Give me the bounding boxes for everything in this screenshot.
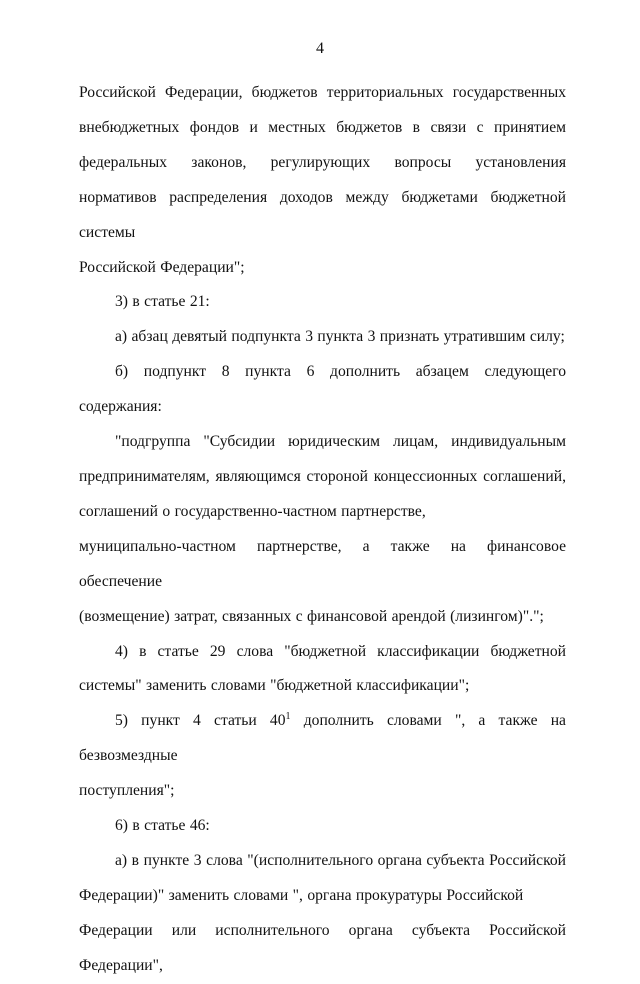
superscript-number: 1 xyxy=(285,711,291,723)
paragraph-quoted-text-line: муниципально-частном партнерстве, а также на финансовое обеспечение xyxy=(79,537,566,590)
page-number: 4 xyxy=(316,40,324,57)
paragraph-item-5 xyxy=(79,704,566,774)
paragraph-item-5-end: поступления"; xyxy=(79,782,175,800)
paragraph-quoted-text: "подгруппа "Субсидии юридическим лицам, индивидуальным предпринимателям, являющимся стороной концессионных соглашений, соглашений о государственно-частном партнерстве, xyxy=(79,433,566,520)
paragraph-item-6: 6) в статье 46: xyxy=(115,817,210,835)
paragraph-item-4-end: системы" заменить словами "бюджетной классификации"; xyxy=(79,677,470,695)
paragraph-item-4: 4) в статье 29 слова "бюджетной классификации бюджетной xyxy=(115,642,566,660)
paragraph-item-3: 3) в статье 21: xyxy=(115,293,210,311)
paragraph-item-6a-end: Федерации или исполнительного органа субъекта Российской Федерации", xyxy=(79,921,566,974)
paragraph-item-3a: а) абзац девятый подпункта 3 пункта 3 признать утратившим силу; xyxy=(115,328,565,346)
paragraph-item-5-text-a: 5) пункт 4 статьи 40 xyxy=(115,712,286,730)
paragraph-item-5-text-b: дополнить словами ", а также на безвозмездные xyxy=(79,712,566,765)
paragraph-item-3b: б) подпункт 8 пункта 6 дополнить абзацем следующего содержания: xyxy=(79,363,566,416)
paragraph-item-6a: а) в пункте 3 слова "(исполнительного органа субъекта Российской Федерации)" заменить словами ", органа прокуратуры Российской xyxy=(79,851,566,904)
paragraph-quoted-text-end: (возмещение) затрат, связанных с финансовой арендой (лизингом)"."; xyxy=(79,607,544,625)
paragraph-continuation-end: Российской Федерации"; xyxy=(79,258,245,276)
document-body xyxy=(79,76,566,984)
paragraph-continuation: Российской Федерации, бюджетов территориальных государственных внебюджетных фондов и местных бюджетов в связи с принятием федеральных законов, регулирующих вопросы установления нормативов распределения доходов между бюджетами бюджетной системы xyxy=(79,84,566,241)
